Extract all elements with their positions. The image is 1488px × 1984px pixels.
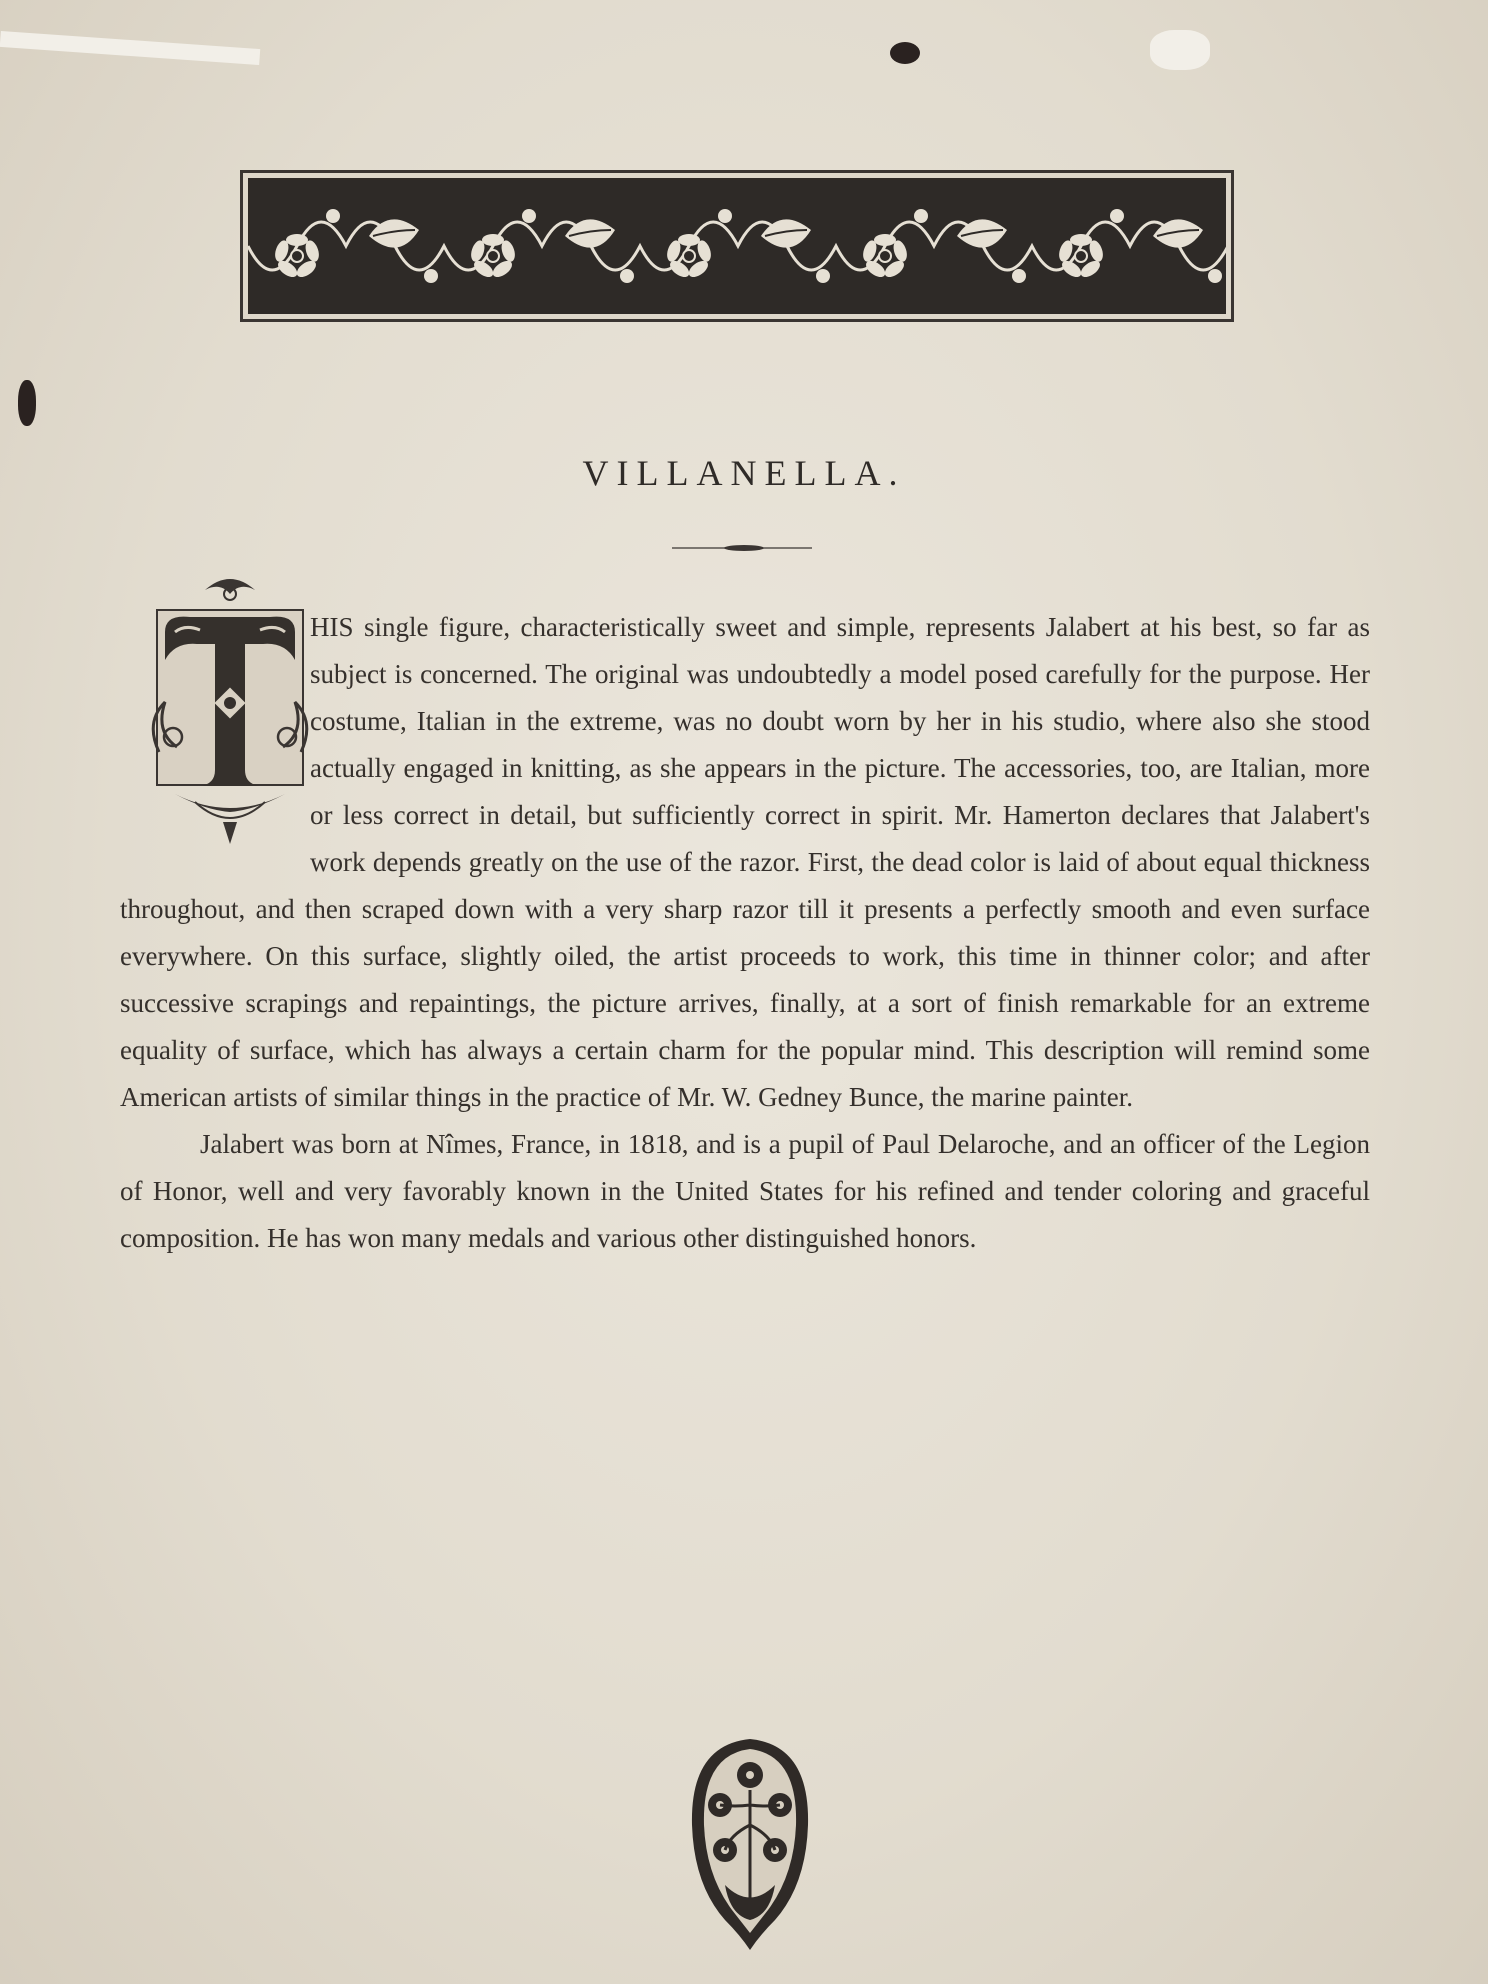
paper-tear (0, 31, 260, 65)
paragraph-2: Jalabert was born at Nîmes, France, in 1818, and is a pupil of Paul Delaroche, and an officer of the Legion of Honor, well and very favorably known in the United States for his refined and tender coloring and graceful composition. He has won many medals and various other distinguished honors. (120, 1129, 1370, 1253)
floral-vase-ornament-icon (680, 1735, 820, 1955)
article-body (120, 604, 1370, 1262)
title-divider (672, 540, 812, 556)
ink-stain (18, 380, 36, 426)
header-ornament-band (240, 170, 1234, 322)
page-title: VILLANELLA. (582, 453, 906, 493)
ink-stain (890, 42, 920, 64)
paragraph-1: HIS single figure, characteristically sweet and simple, represents Jalabert at his best, so far as subject is concerned. The original was undoubtedly a model posed carefully for the purpose. Her costume, Italian in the extreme, was no doubt worn by her in his studio, where also she stood actually engaged in knitting, as she appears in the picture. The accessories, too, are Italian, more or less correct in detail, but sufficiently correct in spirit. Mr. Hamerton declares that Jalabert's work depends greatly on the use of the razor. First, the dead color is laid of about equal thickness throughout, and then scraped down with a very sharp razor till it presents a perfectly smooth and even surface everywhere. On this surface, slightly oiled, the artist proceeds to work, this time in thinner color; and after successive scrapings and repaintings, the picture arrives, finally, at a sort of finish remarkable for an extreme equality of surface, which has always a certain charm for the popular mind. This description will remind some American artists of similar things in the practice of Mr. W. Gedney Bunce, the marine painter. (120, 612, 1370, 1112)
paper-tear (1150, 30, 1210, 70)
dropcap-space (120, 604, 310, 882)
floral-vine-icon (248, 178, 1226, 314)
